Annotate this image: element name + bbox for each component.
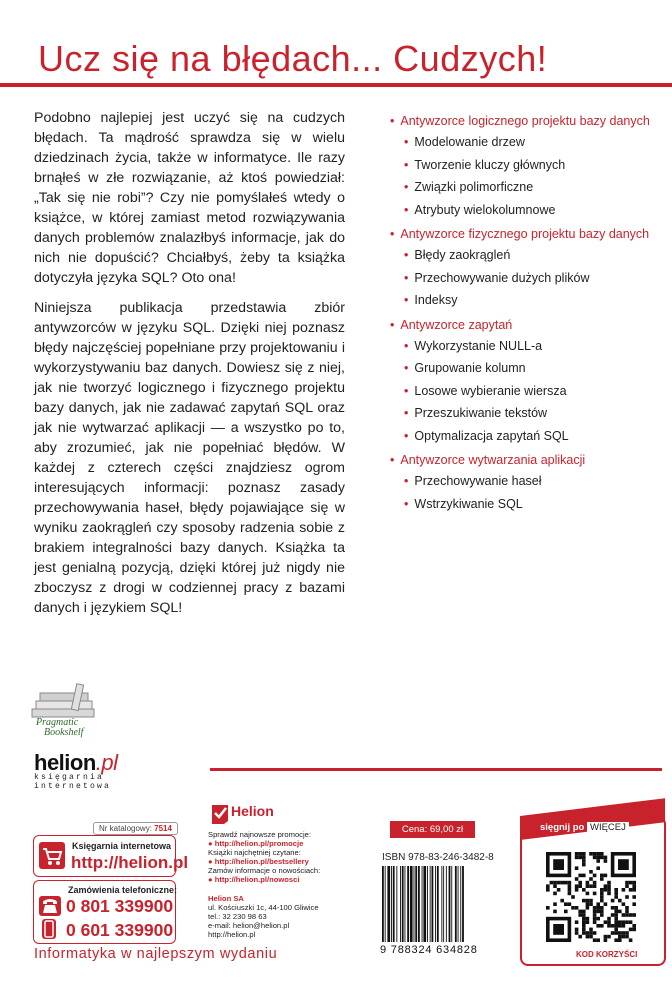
- barcode-bar: [435, 866, 436, 942]
- qr-module: [546, 906, 550, 910]
- barcode-bar: [400, 866, 401, 942]
- qr-module: [568, 881, 572, 885]
- barcode-number: 9 788324 634828: [380, 944, 478, 956]
- qr-module: [604, 920, 608, 924]
- qr-module: [578, 913, 582, 917]
- qr-module: [622, 913, 626, 917]
- qr-module: [575, 852, 579, 856]
- qr-module: [571, 895, 575, 899]
- barcode-bar: [402, 866, 404, 942]
- bottom-rule: [210, 768, 662, 771]
- qr-module: [629, 938, 633, 942]
- slogan: Informatyka w najlepszym wydaniu: [34, 946, 278, 962]
- tagline-line-1: księgarnia: [34, 773, 105, 782]
- qr-module: [560, 899, 564, 903]
- address-line: ul. Kościuszki 1c, 44-100 Gliwice: [208, 903, 319, 912]
- qr-module: [578, 910, 582, 914]
- barcode-bar: [382, 866, 384, 942]
- pragmatic-line: Pragmatic: [36, 717, 79, 728]
- intro-paragraph-1: Podobno najlepiej jest uczyć się na cudzych błędach. Ta mądrość sprawdza się w wielu dziedzinach życia, także w informatyce. Ile razy brnąłeś w złe rozwiązanie, aż ktoś powiedział: „Tak się nie robi”? Czy nie pomyślałeś wtedy o książce, w której zamiast metod rozwiązywania danych problemów znalazłbyś informacje, jak do nich nie dopuścić? Chciałbyś, żeby ta książka dotyczyła języka SQL? Oto ona!: [34, 110, 345, 286]
- address-line: http://helion.pl: [208, 930, 256, 939]
- qr-module: [604, 884, 608, 888]
- qr-module: [550, 881, 554, 885]
- qr-module: [586, 881, 590, 885]
- qr-module: [575, 931, 579, 935]
- qr-module: [578, 852, 582, 856]
- qr-module: [625, 913, 629, 917]
- barcode-bar: [458, 866, 459, 942]
- qr-module: [586, 906, 590, 910]
- qr-module: [600, 895, 604, 899]
- barcode-bar: [385, 866, 386, 942]
- qr-module: [578, 856, 582, 860]
- qr-module: [593, 892, 597, 896]
- qr-module: [586, 899, 590, 903]
- qr-module: [564, 881, 568, 885]
- qr-module: [553, 884, 557, 888]
- table-of-contents: [390, 108, 665, 515]
- qr-module: [578, 874, 582, 878]
- qr-module: [600, 924, 604, 928]
- qr-module: [614, 938, 618, 942]
- qr-module: [600, 906, 604, 910]
- qr-module: [614, 910, 618, 914]
- phone-number-2: 0 601 339900: [66, 920, 174, 940]
- promo-text: Sprawdź najnowsze promocje:: [208, 830, 311, 839]
- toc-item: • Grupowanie kolumn: [390, 357, 665, 380]
- barcode-bar: [443, 866, 444, 942]
- toc-item: • Przechowywanie dużych plików: [390, 267, 665, 290]
- phone-icon: [39, 896, 61, 916]
- barcode-bar: [407, 866, 409, 942]
- qr-module: [614, 931, 618, 935]
- qr-module: [586, 892, 590, 896]
- barcode-bar: [410, 866, 413, 942]
- qr-module: [611, 906, 615, 910]
- cover-title: Ucz się na błędach... Cudzych!: [38, 38, 548, 79]
- qr-module: [596, 856, 600, 860]
- barcode-bar: [455, 866, 457, 942]
- qr-module: [625, 884, 629, 888]
- qr-footer: KOD KORZYŚCI: [576, 950, 638, 959]
- qr-module: [596, 910, 600, 914]
- toc-item: • Optymalizacja zapytań SQL: [390, 425, 665, 448]
- qr-module: [618, 920, 622, 924]
- qr-module: [586, 917, 590, 921]
- bestseller-url[interactable]: http://helion.pl/bestsellery: [214, 857, 309, 866]
- qr-module: [614, 917, 618, 921]
- toc-item: • Związki polimorficzne: [390, 176, 665, 199]
- qr-module: [586, 884, 590, 888]
- qr-module: [604, 902, 608, 906]
- publisher-name: Helion SA: [208, 894, 244, 903]
- cart-icon: [39, 842, 65, 869]
- qr-module: [600, 888, 604, 892]
- barcode-bar: [427, 866, 428, 942]
- qr-module: [568, 902, 572, 906]
- qr-module: [604, 935, 608, 939]
- qr-module: [575, 920, 579, 924]
- qr-module: [600, 913, 604, 917]
- qr-module: [600, 852, 604, 856]
- qr-module: [546, 884, 550, 888]
- qr-module: [582, 856, 586, 860]
- qr-module: [578, 935, 582, 939]
- qr-module: [614, 888, 618, 892]
- qr-module: [611, 931, 615, 935]
- toc-item: • Losowe wybieranie wiersza: [390, 380, 665, 403]
- qr-module: [614, 906, 618, 910]
- promo-line: ● http://helion.pl/bestsellery: [208, 857, 309, 866]
- qr-module: [553, 859, 564, 870]
- qr-module: [596, 866, 600, 870]
- qr-module: [604, 859, 608, 863]
- qr-module: [553, 924, 564, 935]
- qr-module: [582, 859, 586, 863]
- qr-module: [589, 928, 593, 932]
- catalog-number: [93, 822, 178, 835]
- barcode-bar: [391, 866, 392, 942]
- qr-module: [596, 938, 600, 942]
- barcode-bar: [462, 866, 464, 942]
- qr-module: [618, 935, 622, 939]
- barcode-bar: [393, 866, 395, 942]
- toc-item: • Atrybuty wielokolumnowe: [390, 199, 665, 222]
- qr-module: [564, 902, 568, 906]
- toc-item: • Tworzenie kluczy głównych: [390, 154, 665, 177]
- qr-module: [625, 895, 629, 899]
- qr-module: [604, 938, 608, 942]
- qr-module: [629, 913, 633, 917]
- promo-line: ● http://helion.pl/promocje: [208, 839, 304, 848]
- qr-module: [582, 874, 586, 878]
- qr-module: [593, 917, 597, 921]
- qr-module: [629, 928, 633, 932]
- qr-module: [632, 902, 636, 906]
- shop-box[interactable]: [33, 835, 189, 877]
- qr-module: [629, 881, 633, 885]
- shop-label: Księgarnia internetowa: [72, 841, 172, 851]
- isbn: ISBN 978-83-246-3482-8: [382, 852, 494, 863]
- qr-module: [589, 902, 593, 906]
- qr-module: [589, 935, 593, 939]
- toc-section: • Antywzorce fizycznego projektu bazy danych: [390, 224, 665, 244]
- toc-item: • Przeszukiwanie tekstów: [390, 402, 665, 425]
- qr-module: [582, 863, 586, 867]
- qr-module: [604, 888, 608, 892]
- intro-paragraph-2: Niniejsza publikacja przedstawia zbiór antywzorców w języku SQL. Dzięki niej poznasz błędy najczęściej popełniane przy projektowaniu i wykorzystywaniu baz danych. Dowiesz się z niej, jak nie tworzyć logicznego i fizycznego projektu bazy danych, jak nie zadawać zapytań SQL oraz jak nie wytwarzać aplikacji — a wszystko po to, aby zrozumieć, jak nie popełniać błędów. W każdej z czterech części znajdziesz ogrom interesujących informacji: poznasz zasady przechowywania haseł, błędy pojawiające się w wyniku zaokrągleń czy sposoby radzenia sobie z brakiem integralności bazy danych. Książka ta jest genialną pozycją, dzięki której już nigdy nie zboczysz z drogi w codziennej pracy z bazami danych i językiem SQL!: [34, 300, 345, 616]
- qr-module: [629, 920, 633, 924]
- toc-item: • Modelowanie drzew: [390, 131, 665, 154]
- qr-module: [614, 913, 618, 917]
- qr-module: [632, 928, 636, 932]
- qr-module: [589, 899, 593, 903]
- qr-module: [611, 899, 615, 903]
- qr-module: [582, 899, 586, 903]
- qr-module: [582, 913, 586, 917]
- barcode-bar: [460, 866, 461, 942]
- promo-line: [208, 830, 320, 839]
- qr-module: [586, 931, 590, 935]
- qr-module: [578, 881, 582, 885]
- qr-code-icon[interactable]: [546, 852, 636, 942]
- qr-module: [593, 938, 597, 942]
- barcode-bar: [446, 866, 447, 942]
- qr-header-word: WIĘCEJ: [587, 822, 629, 833]
- qr-module: [582, 852, 586, 856]
- qr-module: [593, 931, 597, 935]
- qr-module: [575, 856, 579, 860]
- qr-module: [575, 888, 579, 892]
- qr-module: [600, 899, 604, 903]
- qr-module: [589, 852, 593, 856]
- qr-module: [625, 920, 629, 924]
- qr-module: [611, 913, 615, 917]
- qr-module: [618, 899, 622, 903]
- qr-module: [593, 884, 597, 888]
- qr-module: [625, 910, 629, 914]
- qr-module: [582, 917, 586, 921]
- qr-module: [557, 881, 561, 885]
- qr-module: [632, 924, 636, 928]
- publisher-address: [208, 894, 319, 939]
- qr-module: [582, 931, 586, 935]
- barcode-bar: [451, 866, 452, 942]
- qr-module: [596, 902, 600, 906]
- qr-module: [571, 906, 575, 910]
- qr-module: [582, 924, 586, 928]
- qr-module: [604, 856, 608, 860]
- qr-module: [618, 938, 622, 942]
- qr-module: [607, 888, 611, 892]
- qr-module: [575, 866, 579, 870]
- qr-module: [607, 920, 611, 924]
- phone-box: [33, 880, 176, 944]
- qr-module: [614, 895, 618, 899]
- qr-module: [632, 884, 636, 888]
- barcode-bar: [449, 866, 451, 942]
- qr-module: [589, 870, 593, 874]
- qr-module: [557, 888, 561, 892]
- qr-module: [582, 888, 586, 892]
- qr-module: [600, 892, 604, 896]
- qr-module: [625, 935, 629, 939]
- qr-module: [589, 931, 593, 935]
- barcode: [380, 866, 500, 942]
- qr-module: [582, 928, 586, 932]
- qr-module: [564, 910, 568, 914]
- qr-module: [629, 888, 633, 892]
- qr-module: [575, 906, 579, 910]
- address-line: e-mail: helion@helion.pl: [208, 921, 290, 930]
- promo-url[interactable]: http://helion.pl/promocje: [214, 839, 304, 848]
- qr-module: [575, 877, 579, 881]
- qr-module: [553, 902, 557, 906]
- qr-module: [614, 920, 618, 924]
- qr-module: [582, 920, 586, 924]
- qr-module: [586, 935, 590, 939]
- qr-module: [582, 910, 586, 914]
- qr-module: [553, 892, 557, 896]
- barcode-bar: [405, 866, 406, 942]
- toc-item: • Błędy zaokrągleń: [390, 244, 665, 267]
- qr-module: [593, 920, 597, 924]
- mobile-icon: [42, 919, 56, 939]
- qr-module: [607, 884, 611, 888]
- barcode-bar: [414, 866, 415, 942]
- phone-number-1: 0 801 339900: [66, 896, 174, 916]
- helion-pl-name: helion: [34, 750, 96, 775]
- qr-module: [578, 884, 582, 888]
- qr-module: [568, 892, 572, 896]
- qr-module: [622, 931, 626, 935]
- qr-module: [618, 924, 622, 928]
- catalog-value: 7514: [154, 824, 172, 833]
- barcode-bar: [396, 866, 397, 942]
- barcode-bar: [423, 866, 426, 942]
- qr-header: [540, 822, 629, 833]
- qr-module: [596, 852, 600, 856]
- toc-item: • Wykorzystanie NULL-a: [390, 335, 665, 358]
- phone-label: Zamówienia telefoniczne:: [68, 885, 178, 895]
- qr-module: [622, 888, 626, 892]
- qr-module: [593, 856, 597, 860]
- qr-module: [593, 881, 597, 885]
- qr-module: [600, 874, 604, 878]
- qr-module: [596, 917, 600, 921]
- barcode-bar: [418, 866, 420, 942]
- helion-pl-tagline: [34, 773, 111, 791]
- qr-module: [622, 935, 626, 939]
- barcode-bar: [415, 866, 417, 942]
- qr-module: [596, 859, 600, 863]
- qr-module: [589, 877, 593, 881]
- qr-module: [593, 906, 597, 910]
- promo-text: Książki najchętniej czytane:: [208, 848, 301, 857]
- qr-module: [607, 892, 611, 896]
- qr-module: [632, 881, 636, 885]
- qr-module: [593, 910, 597, 914]
- pragmatic-label: [36, 718, 83, 738]
- qr-module: [593, 852, 597, 856]
- qr-module: [600, 856, 604, 860]
- catalog-label: Nr katalogowy:: [99, 824, 152, 833]
- barcode-bar: [432, 866, 434, 942]
- news-url[interactable]: http://helion.pl/nowosci: [214, 875, 300, 884]
- qr-module: [596, 906, 600, 910]
- address-line: tel.: 32 230 98 63: [208, 912, 267, 921]
- qr-module: [575, 928, 579, 932]
- promo-line: [208, 848, 320, 857]
- toc-section: • Antywzorce wytwarzania aplikacji: [390, 450, 665, 470]
- qr-module: [632, 895, 636, 899]
- toc-item: • Przechowywanie haseł: [390, 470, 665, 493]
- tagline-line-2: internetowa: [34, 782, 112, 791]
- qr-module: [614, 928, 618, 932]
- price-tag: Cena: 69,00 zł: [390, 821, 475, 838]
- qr-module: [618, 931, 622, 935]
- qr-module: [607, 935, 611, 939]
- qr-module: [625, 931, 629, 935]
- helion-logo-icon: [210, 803, 230, 825]
- qr-module: [618, 859, 629, 870]
- promo-line: ● http://helion.pl/nowosci: [208, 875, 300, 884]
- qr-module: [553, 910, 557, 914]
- qr-module: [622, 920, 626, 924]
- barcode-bar: [441, 866, 442, 942]
- qr-module: [622, 902, 626, 906]
- barcode-bar: [437, 866, 439, 942]
- qr-module: [614, 924, 618, 928]
- toc-item: • Indeksy: [390, 289, 665, 312]
- qr-module: [596, 924, 600, 928]
- qr-header-prefix: sięgnij po: [540, 822, 585, 833]
- qr-module: [553, 881, 557, 885]
- qr-module: [600, 877, 604, 881]
- qr-module: [607, 924, 611, 928]
- promo-info: [208, 830, 320, 884]
- helion-pl-suffix: .pl: [95, 750, 118, 775]
- shop-url[interactable]: http://helion.pl: [71, 853, 189, 872]
- qr-module: [593, 913, 597, 917]
- barcode-bar: [430, 866, 431, 942]
- qr-module: [607, 881, 611, 885]
- qr-module: [575, 884, 579, 888]
- qr-module: [622, 924, 626, 928]
- helion-logo-text: Helion: [231, 803, 274, 819]
- qr-module: [600, 910, 604, 914]
- pragmatic-bookshelf-logo: [30, 683, 100, 721]
- qr-module: [625, 906, 629, 910]
- promo-line: [208, 866, 320, 875]
- qr-module: [568, 888, 572, 892]
- qr-module: [614, 892, 618, 896]
- qr-module: [611, 924, 615, 928]
- title-rule: [0, 83, 672, 87]
- toc-section: • Antywzorce zapytań: [390, 315, 665, 335]
- promo-text: Zamów informacje o nowościach:: [208, 866, 321, 875]
- toc-item: • Wstrzykiwanie SQL: [390, 493, 665, 516]
- qr-module: [625, 881, 629, 885]
- qr-module: [604, 874, 608, 878]
- qr-module: [586, 902, 590, 906]
- qr-module: [607, 917, 611, 921]
- qr-module: [589, 884, 593, 888]
- qr-module: [568, 884, 572, 888]
- qr-module: [618, 910, 622, 914]
- barcode-bar: [387, 866, 390, 942]
- toc-section: • Antywzorce logicznego projektu bazy danych: [390, 111, 665, 131]
- qr-module: [632, 913, 636, 917]
- bookshelf-line: Bookshelf: [44, 727, 84, 738]
- barcode-bar: [422, 866, 423, 942]
- qr-module: [632, 888, 636, 892]
- qr-module: [593, 874, 597, 878]
- qr-module: [586, 920, 590, 924]
- qr-module: [560, 881, 564, 885]
- qr-module: [546, 888, 550, 892]
